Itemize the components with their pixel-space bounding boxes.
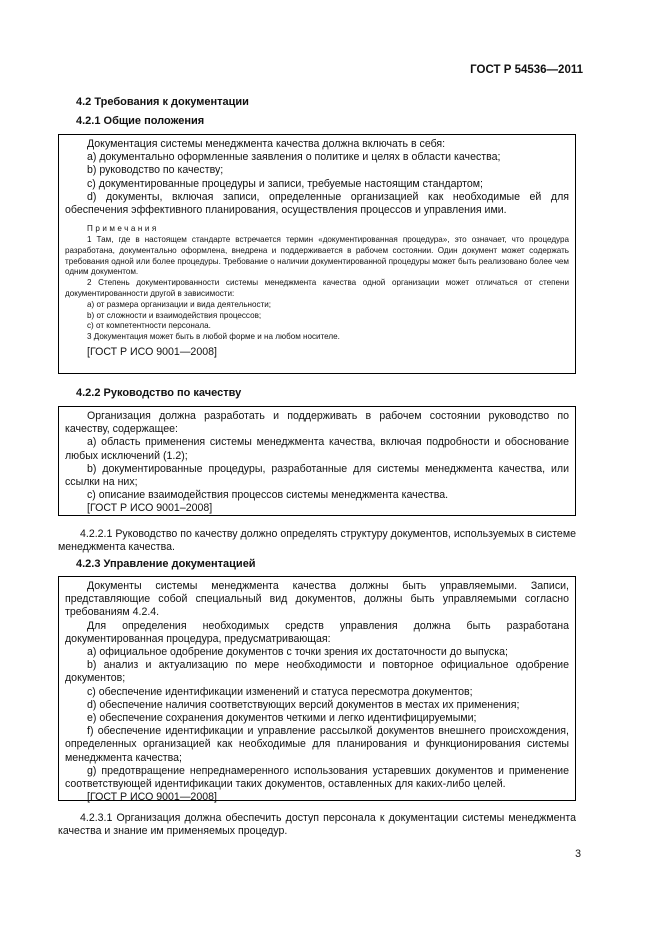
box-line: f) обеспечение идентификации и управление рассылкой документов внешнего происхождения, определенных организацией как необходимые для планирования и функционирования системы менеджмента качества;: [65, 725, 569, 764]
box-line: d) обеспечение наличия соответствующих версий документов в местах их применения;: [87, 698, 520, 711]
box-line: b) руководство по качеству;: [87, 164, 224, 177]
box-line: а) область применения системы менеджмента качества, включая подробности и обоснование любых исключений (1.2);: [65, 436, 569, 462]
quote-box-general: [58, 134, 576, 374]
box-line: d) документы, включая записи, определенные организацией как необходимые ей для обеспечения эффективного планирования, осуществления процессов и управления ими.: [65, 190, 569, 217]
notes-title: Примечания: [87, 224, 159, 234]
paragraph-4-2-2-1: [58, 528, 576, 554]
quote-box-manual: [58, 406, 576, 516]
note-item: 2 Степень документированности системы менеджмента качества одной организации может отличаться от степени документированности другой в зависимости:: [65, 278, 569, 298]
box-line: а) документально оформленные заявления о политике и целях в области качества;: [87, 151, 501, 164]
paragraph-4-2-3-1: [58, 812, 576, 838]
source-reference: [ГОСТ Р ИСО 9001–2008]: [87, 502, 213, 515]
page-number: 3: [575, 848, 581, 860]
note-item: c) от компетентности персонала.: [87, 321, 211, 331]
box-line: c) описание взаимодействия процессов системы менеджмента качества.: [87, 489, 449, 502]
standard-header: ГОСТ Р 54536—2011: [470, 64, 583, 76]
source-reference: [ГОСТ Р ИСО 9001—2008]: [87, 345, 217, 358]
note-item: а) от размера организации и вида деятельности;: [87, 299, 272, 309]
note-item: 3 Документация может быть в любой форме и на любом носителе.: [87, 332, 340, 342]
paragraph-text: 4.2.2.1 Руководство по качеству должно определять структуру документов, используемых в системе менеджмента качества.: [58, 528, 576, 554]
section-heading-4-2-3: 4.2.3 Управление документацией: [76, 558, 256, 570]
box-line: c) обеспечение идентификации изменений и статуса пересмотра документов;: [87, 685, 473, 698]
note-item: 1 Там, где в настоящем стандарте встречается термин «документированная процедура», это означает, что процедура разработана, документально оформлена, внедрена и поддерживается в рабочем состоянии. Один документ может содержать требования одной или более процедуры. Требование о наличии документированной процедуры может быть реализовано более чем одним документом.: [65, 235, 569, 277]
source-reference: [ГОСТ Р ИСО 9001—2008]: [87, 791, 217, 804]
quote-box-control: [58, 576, 576, 804]
note-item: b) от сложности и взаимодействия процессов;: [87, 310, 262, 320]
box-line: а) официальное одобрение документов с точки зрения их достаточности до выпуска;: [87, 646, 508, 659]
section-heading-4-2-1: 4.2.1 Общие положения: [76, 115, 205, 127]
box-line: Документы системы менеджмента качества должны быть управляемыми. Записи, представляющие собой специальный вид документов, должны быть управляемыми согласно требованиям 4.2.4.: [65, 580, 569, 619]
box-line: Документация системы менеджмента качества должна включать в себя:: [87, 138, 446, 150]
box-line: e) обеспечение сохранения документов четкими и легко идентифицируемыми;: [87, 712, 477, 725]
box-line: g) предотвращение непреднамеренного использования устаревших документов и применение соответствующей идентификации таких документов, оставленных для каких-либо целей.: [65, 764, 569, 791]
section-heading-4-2-2: 4.2.2 Руководство по качеству: [76, 387, 242, 399]
box-line: b) документированные процедуры, разработанные для системы менеджмента качества, или ссылки на них;: [65, 462, 569, 489]
box-line: Для определения необходимых средств управления должна быть разработана документированная процедура, предусматривающая:: [65, 619, 569, 645]
box-line: c) документированные процедуры и записи, требуемые настоящим стандартом;: [87, 177, 483, 190]
section-heading-4-2: 4.2 Требования к документации: [76, 96, 249, 108]
paragraph-text: 4.2.3.1 Организация должна обеспечить доступ персонала к документации системы менеджмента качества и знание им применяемых процедур.: [58, 812, 576, 838]
box-line: b) анализ и актуализацию по мере необходимости и повторное официальное одобрение документов;: [65, 659, 569, 685]
box-line: Организация должна разработать и поддерживать в рабочем состоянии руководство по качеству, содержащее:: [65, 410, 569, 436]
